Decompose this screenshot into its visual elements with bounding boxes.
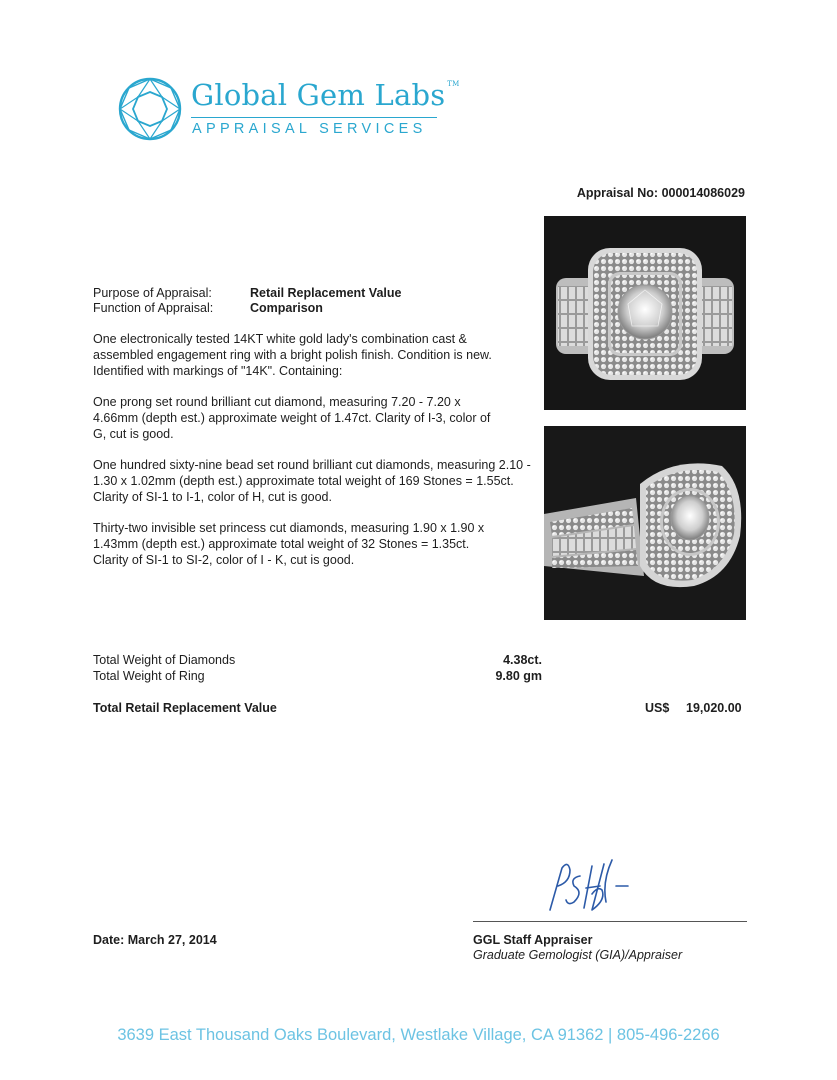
brand-subtitle: APPRAISAL SERVICES [192,121,427,137]
function-value: Comparison [250,301,323,315]
retail-value-amount: 19,020.00 [686,701,742,715]
total-ring-weight-value: 9.80 gm [495,669,542,683]
ring-photo-top [544,216,746,410]
appraisal-number: Appraisal No: 000014086029 [576,186,745,200]
purpose-value: Retail Replacement Value [250,286,402,300]
retail-value-currency: US$ [645,701,670,715]
trademark-mark: TM [447,80,460,88]
appraiser-title: GGL Staff Appraiser [473,933,593,947]
appraiser-credential: Graduate Gemologist (GIA)/Appraiser [473,948,683,962]
description-ring: One electronically tested 14KT white gold lady's combination cast & assembled engagement ring with a bright polish finish. Condition is new. Identified with markings of "14K". Containing: [93,332,492,378]
brand-name: Global Gem Labs ™ [191,78,460,112]
ring-photo-angle [544,426,746,620]
total-diamond-weight-label: Total Weight of Diamonds [93,653,236,667]
signature-line [473,921,747,922]
function-label: Function of Appraisal: [93,301,214,315]
footer-address: 3639 East Thousand Oaks Boulevard, Westlake Village, CA 91362 | 805-496-2266 [117,1026,720,1044]
appraiser-signature [540,856,650,916]
gem-logo-icon [117,76,183,142]
retail-value-label: Total Retail Replacement Value [93,701,277,715]
description-center-stone: One prong set round brilliant cut diamond, measuring 7.20 - 7.20 x 4.66mm (depth est.) approximate weight of 1.47ct. Clarity of I-3, color of G, cut is good. [93,395,491,441]
brand-divider [191,117,437,118]
purpose-label: Purpose of Appraisal: [93,286,212,300]
total-ring-weight-label: Total Weight of Ring [93,669,205,683]
description-princess-stones: Thirty-two invisible set princess cut diamonds, measuring 1.90 x 1.90 x 1.43mm (depth est.) approximate total weight of 32 Stones = 1.35ct. Clarity of SI-1 to SI-2, color of I - K, cut is good. [93,521,485,567]
total-diamond-weight-value: 4.38ct. [503,653,542,667]
description-round-stones: One hundred sixty-nine bead set round brilliant cut diamonds, measuring 2.10 - 1.30 x 1.02mm (depth est.) approximate total weight of 169 Stones = 1.55ct. Clarity of SI-1 to I-1, color of H, cut is good. [93,458,531,504]
appraisal-date: Date: March 27, 2014 [93,933,217,947]
